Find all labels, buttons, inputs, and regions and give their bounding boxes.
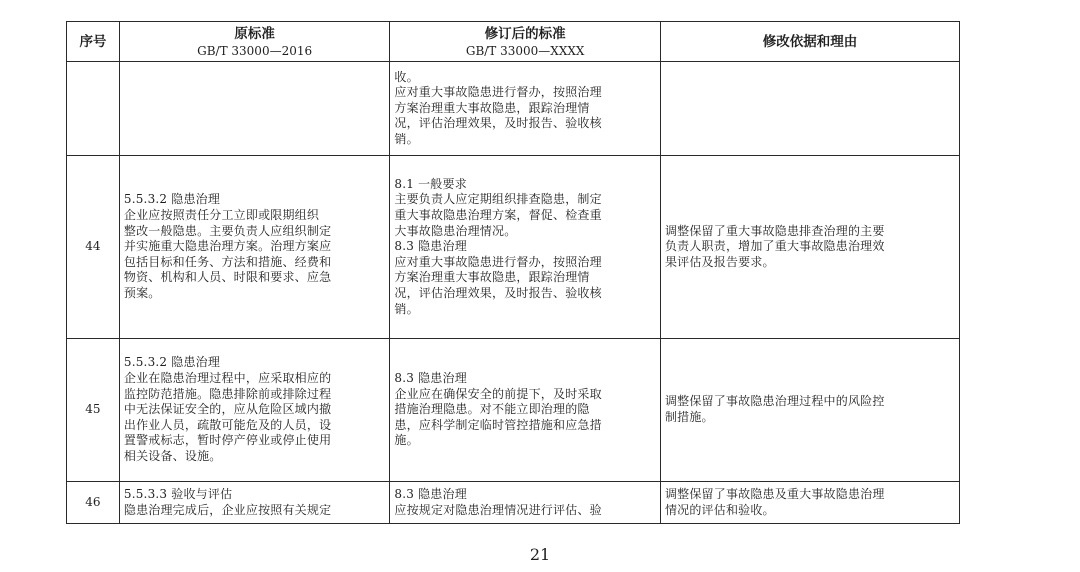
table-row xyxy=(67,156,960,339)
revised-cell: 8.3 隐患治理 企业应在确保安全的前提下，及时采取 措施治理隐患。对不能立即治理的隐 患，应科学制定临时管控措施和应急措 施。 xyxy=(390,339,661,482)
reason-cell: 调整保留了重大事故隐患排查治理的主要 负责人职责，增加了重大事故隐患治理效 果评估及报告要求。 xyxy=(660,156,959,339)
table-row xyxy=(67,62,960,156)
header-reason: 修改依据和理由 xyxy=(660,22,959,62)
table-header-row xyxy=(67,22,960,62)
reason-cell xyxy=(660,62,959,156)
table-row xyxy=(67,339,960,482)
reason-cell: 调整保留了事故隐患及重大事故隐患治理 情况的评估和验收。 xyxy=(660,482,959,524)
revision-comparison-table xyxy=(66,21,960,524)
original-cell: 5.5.3.3 验收与评估 隐患治理完成后，企业应按照有关规定 xyxy=(119,482,390,524)
revised-cell: 8.1 一般要求 主要负责人应定期组织排查隐患，制定 重大事故隐患治理方案，督促、检查重 大事故隐患治理情况。 8.3 隐患治理 应对重大事故隐患进行督办，按照治理 方案治理重大事故隐患，跟踪治理情 况，评估治理效果，及时报告、验收核 销。 xyxy=(390,156,661,339)
revised-cell: 8.3 隐患治理 应按规定对隐患治理情况进行评估、验 xyxy=(390,482,661,524)
revised-cell: 收。 应对重大事故隐患进行督办，按照治理 方案治理重大事故隐患，跟踪治理情 况，评估治理效果，及时报告、验收核 销。 xyxy=(390,62,661,156)
reason-cell: 调整保留了事故隐患治理过程中的风险控 制措施。 xyxy=(660,339,959,482)
page-number: 21 xyxy=(529,545,551,564)
row-number: 46 xyxy=(67,482,120,524)
header-revised-standard: 修订后的标准 GB/T 33000—XXXX xyxy=(390,22,661,62)
row-number: 45 xyxy=(67,339,120,482)
header-serial-number: 序号 xyxy=(67,22,120,62)
original-cell: 5.5.3.2 隐患治理 企业在隐患治理过程中，应采取相应的 监控防范措施。隐患排除前或排除过程 中无法保证安全的，应从危险区域内撤 出作业人员，疏散可能危及的人员，设 置警戒标志，暂时停产停业或停止使用 相关设备、设施。 xyxy=(119,339,390,482)
row-number: 44 xyxy=(67,156,120,339)
table-row xyxy=(67,482,960,524)
row-number xyxy=(67,62,120,156)
original-cell xyxy=(119,62,390,156)
original-cell: 5.5.3.2 隐患治理 企业应按照责任分工立即或限期组织 整改一般隐患。主要负责人应组织制定 并实施重大隐患治理方案。治理方案应 包括目标和任务、方法和措施、经费和 物资、机构和人员、时限和要求、应急 预案。 xyxy=(119,156,390,339)
header-original-standard: 原标准 GB/T 33000—2016 xyxy=(119,22,390,62)
